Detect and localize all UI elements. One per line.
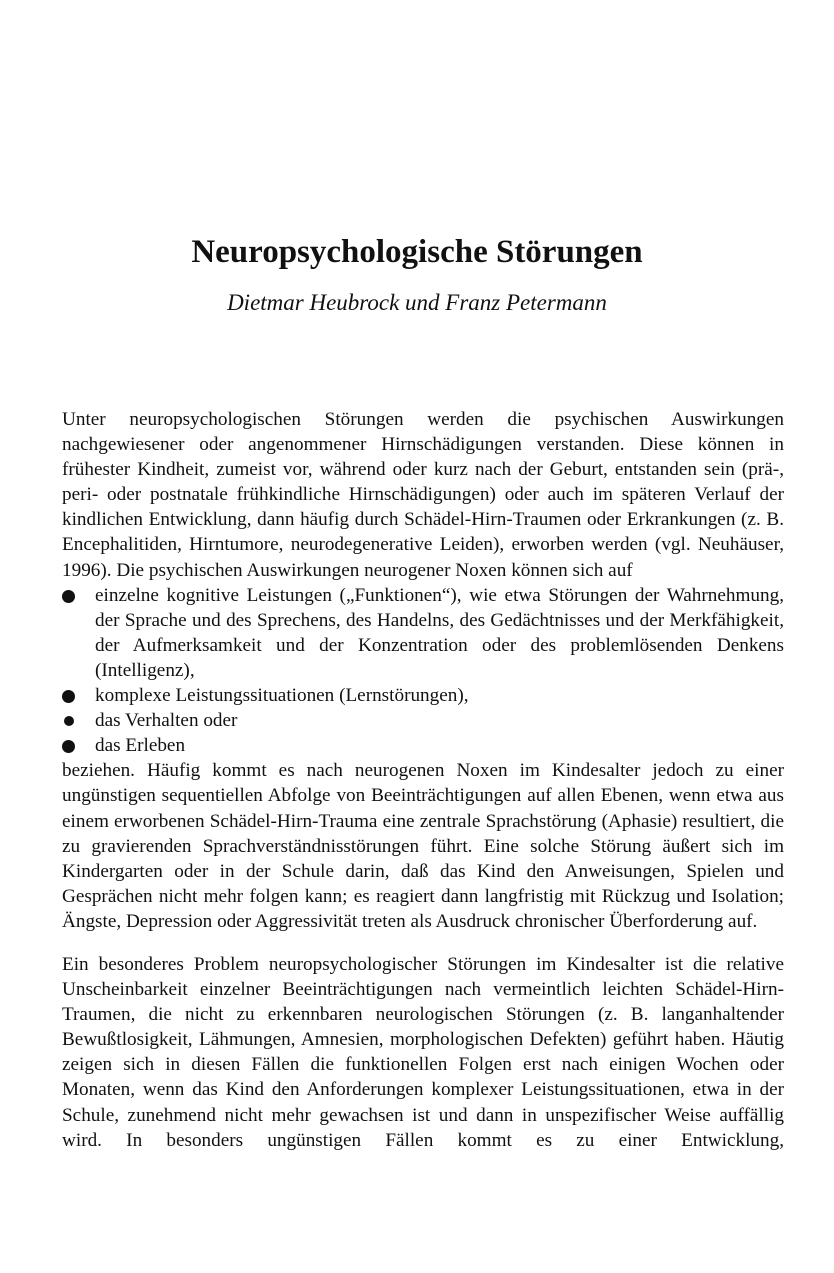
bullet-icon — [62, 740, 75, 753]
bullet-list — [62, 583, 784, 759]
bullet-icon — [62, 690, 75, 703]
list-item: das Erleben — [62, 733, 784, 758]
bullet-icon — [64, 716, 74, 726]
paragraph-intro: Unter neuropsychologischen Störungen werden die psychischen Auswirkungen nachgewiesener oder angenommener Hirnschädigungen verstanden. Diese können in frühester Kindheit, zumeist vor, während oder kurz nach der Geburt, entstanden sein (prä-, peri- oder postnatale frühkindliche Hirnschädigungen) oder auch im späteren Verlauf der kindlichen Entwicklung, dann häufig durch Schädel-Hirn-Traumen oder Erkrankungen (z. B. Encephalitiden, Hirntumore, neurodegenerative Leiden), erworben werden (vgl. Neuhäuser, 1996). Die psychischen Auswirkungen neurogener Noxen können sich auf — [62, 409, 784, 581]
body-text — [62, 407, 784, 1153]
paragraph-problem: Ein besonderes Problem neuropsychologischer Störungen im Kindesalter ist die relative Unscheinbarkeit einzelner Beeinträchtigungen nach vermeintlich leichten Schädel-Hirn-Traumen, die nicht zu erkennbaren neurologischen Störungen (z. B. langanhaltender Bewußtlosigkeit, Lähmungen, Amnesien, morphologischen Defekten) geführt haben. Häutig zeigen sich in diesen Fällen die funktionellen Folgen erst nach einigen Wochen oder Monaten, wenn das Kind den Anforderungen komplexer Leistungssituationen, etwa in der Schule, zunehmend nicht mehr gewachsen ist und dann in unspezifischer Weise auffällig wird. In besonders ungünstigen Fällen kommt es zu einer Entwicklung, — [62, 953, 784, 1151]
list-item: einzelne kognitive Leistungen („Funktionen“), wie etwa Störungen der Wahrnehmung, der Sprache und des Sprechens, des Handelns, des Gedächtnisses und der Merkfähigkeit, der Aufmerksamkeit und der Konzentration oder des problemlösenden Denkens (Intelligenz), — [62, 583, 784, 683]
chapter-title: Neuropsychologische Störungen — [191, 234, 643, 270]
paragraph-consequences: beziehen. Häufig kommt es nach neurogenen Noxen im Kindesalter jedoch zu einer ungünstigen sequentiellen Abfolge von Beeinträchtigungen auf allen Ebenen, wenn etwa aus einem erworbenen Schädel-Hirn-Trauma eine zentrale Sprachstörung (Aphasie) resultiert, die zu gravierenden Sprachverständnisstörungen führt. Eine solche Störung äußert sich im Kindergarten oder in der Schule darin, daß das Kind den Anweisungen, Spielen und Gesprächen nicht mehr folgen kann; es reagiert dann langfristig mit Rückzug und Isolation; Ängste, Depression oder Aggressivität treten als Ausdruck chronischer Überforderung auf. — [62, 760, 784, 932]
bullet-icon — [62, 590, 75, 603]
list-item: komplexe Leistungssituationen (Lernstörungen), — [62, 683, 784, 708]
chapter-authors: Dietmar Heubrock und Franz Petermann — [227, 290, 607, 315]
list-item: das Verhalten oder — [62, 708, 784, 733]
